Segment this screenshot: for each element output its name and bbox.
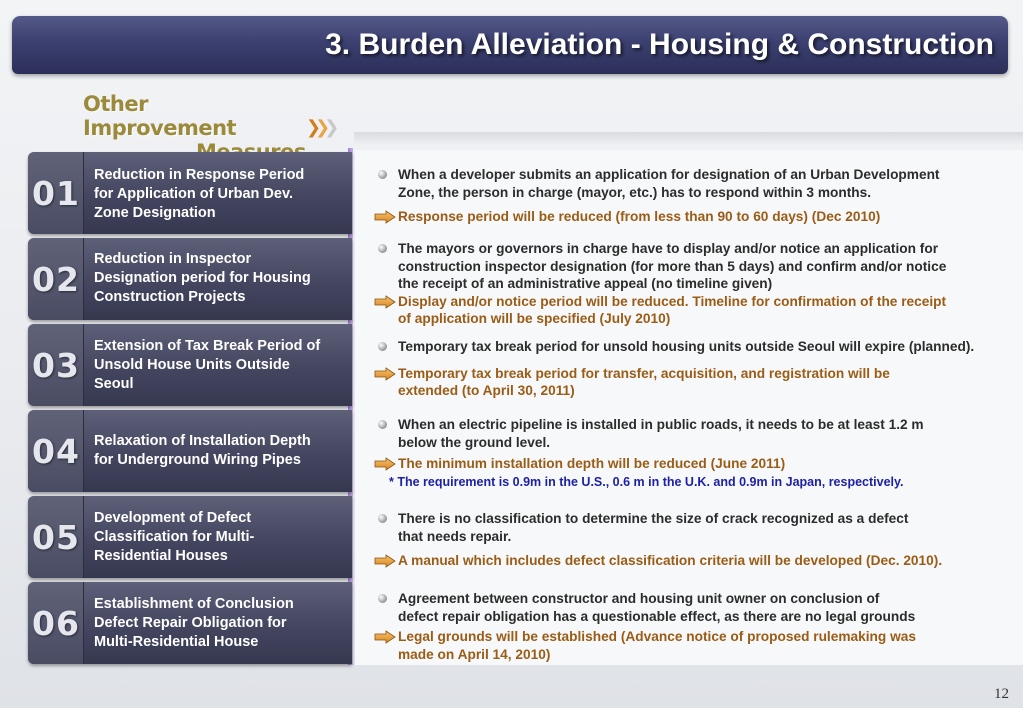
measure-title-line: Designation period for Housing: [94, 270, 311, 286]
bullet-icon: [378, 170, 387, 179]
problem-text: [374, 166, 1014, 201]
solution-line: Response period will be reduced (from less than 90 to 60 days) (Dec 2010): [398, 209, 881, 224]
problem-line: that needs repair.: [398, 528, 512, 544]
problem-text: [374, 416, 1014, 451]
measure-title-line: Defect Repair Obligation for: [94, 615, 287, 631]
measure-title-line: Construction Projects: [94, 289, 246, 305]
problem-line: Agreement between constructor and housing unit owner on conclusion of: [398, 591, 880, 606]
measure-title-line: Seoul: [94, 376, 134, 392]
measure-title: [94, 337, 346, 394]
solution-line: The minimum installation depth will be reduced (June 2011): [398, 456, 786, 471]
measure-detail-02: [374, 240, 1014, 328]
measure-title-line: Unsold House Units Outside: [94, 357, 290, 373]
measure-detail-01: [374, 166, 1014, 226]
problem-line: construction inspector designation (for more than 5 days) and confirm and/or notice: [398, 258, 947, 274]
measure-title-line: Zone Designation: [94, 205, 216, 221]
problem-line: There is no classification to determine the size of crack recognized as a defect: [398, 511, 909, 526]
number-tab: [28, 582, 84, 664]
problem-text: [374, 510, 1014, 545]
bullet-icon: [378, 514, 387, 523]
solution-text: [374, 455, 1014, 473]
measure-title-line: Development of Defect: [94, 510, 252, 526]
solution-line: Legal grounds will be established (Advance notice of proposed rulemaking was: [398, 629, 916, 644]
number-tab: [28, 152, 84, 234]
number-tab: [28, 238, 84, 320]
solution-line: of application will be specified (July 2010): [398, 311, 671, 326]
measure-card-03: [28, 324, 352, 406]
measure-title-line: Multi-Residential House: [94, 634, 259, 650]
measure-title-line: for Underground Wiring Pipes: [94, 452, 301, 468]
subtitle-line-1: Other Improvement: [83, 92, 237, 140]
arrow-right-icon: [374, 554, 396, 568]
number-tab: [28, 324, 84, 406]
arrow-right-icon: [374, 210, 396, 224]
measure-title-line: Classification for Multi-: [94, 529, 255, 545]
measure-title-line: Extension of Tax Break Period of: [94, 338, 321, 354]
measure-detail-04: [374, 416, 1014, 491]
problem-text: [374, 590, 1014, 625]
problem-line: The mayors or governors in charge have to display and/or notice an application for: [398, 241, 939, 256]
header-rule: [354, 132, 1023, 144]
bullet-icon: [378, 594, 387, 603]
solution-line: Display and/or notice period will be reduced. Timeline for confirmation of the receipt: [398, 293, 947, 309]
problem-line: defect repair obligation has a questionable effect, as there are no legal grounds: [398, 608, 916, 624]
footnote: * The requirement is 0.9m in the U.S., 0.6 m in the U.K. and 0.9m in Japan, respectively.: [389, 474, 904, 489]
solution-text: [374, 628, 1014, 663]
measure-number: 02: [32, 260, 80, 299]
problem-text: [374, 338, 1014, 356]
problem-line: below the ground level.: [398, 434, 551, 450]
triple-chevron-icon: ❯❯❯: [306, 117, 334, 137]
arrow-right-icon: [374, 630, 396, 644]
problem-line: the receipt of an administrative appeal (no timeline given): [398, 276, 773, 291]
measure-title: [94, 432, 346, 470]
solution-text: [374, 293, 1014, 328]
bullet-icon: [378, 244, 387, 253]
measure-title-line: Reduction in Response Period: [94, 167, 305, 183]
slide-title: 3. Burden Alleviation - Housing & Construction: [325, 28, 994, 61]
problem-line: When a developer submits an application for designation of an Urban Development: [398, 167, 940, 182]
problem-line: Zone, the person in charge (mayor, etc.) has to respond within 3 months.: [398, 184, 872, 200]
measure-title: [94, 250, 346, 307]
measure-card-02: [28, 238, 352, 320]
measure-card-06: [28, 582, 352, 664]
measure-title-line: Reduction in Inspector: [94, 251, 252, 267]
measure-detail-06: [374, 590, 1014, 663]
solution-line: made on April 14, 2010): [398, 646, 551, 662]
page-number: 12: [994, 686, 1009, 702]
solution-line: extended (to April 30, 2011): [398, 383, 575, 398]
arrow-right-icon: [374, 457, 396, 471]
measure-number: 06: [32, 604, 80, 643]
solution-line: A manual which includes defect classification criteria will be developed (Dec. 2010).: [398, 553, 943, 568]
measure-title-line: Residential Houses: [94, 548, 228, 564]
title-bar: [12, 16, 1008, 74]
measure-number: 01: [32, 174, 80, 213]
solution-line: Temporary tax break period for transfer, acquisition, and registration will be: [398, 365, 890, 381]
measure-detail-05: [374, 510, 1014, 570]
problem-line: Temporary tax break period for unsold housing units outside Seoul will expire (planned).: [398, 339, 975, 354]
solution-text: [374, 365, 1014, 400]
measure-number: 04: [32, 432, 80, 471]
number-tab: [28, 410, 84, 492]
measure-card-04: [28, 410, 352, 492]
solution-text: [374, 552, 1014, 570]
content-panel: [355, 150, 1023, 665]
measure-title: [94, 509, 346, 566]
measure-title-line: Establishment of Conclusion: [94, 596, 294, 612]
measure-card-01: [28, 152, 352, 234]
measure-title: [94, 595, 346, 652]
measure-number: 05: [32, 518, 80, 557]
measure-title: [94, 166, 346, 223]
bullet-icon: [378, 420, 387, 429]
number-tab: [28, 496, 84, 578]
measure-detail-03: [374, 338, 1014, 400]
problem-text: [374, 240, 1014, 293]
measure-title-line: for Application of Urban Dev.: [94, 186, 293, 202]
measure-number: 03: [32, 346, 80, 385]
measure-title-line: Relaxation of Installation Depth: [94, 433, 311, 449]
problem-line: When an electric pipeline is installed in public roads, it needs to be at least 1.2 m: [398, 417, 924, 432]
solution-text: [374, 208, 1014, 226]
measure-card-05: [28, 496, 352, 578]
bullet-icon: [378, 342, 387, 351]
arrow-right-icon: [374, 295, 396, 309]
arrow-right-icon: [374, 367, 396, 381]
